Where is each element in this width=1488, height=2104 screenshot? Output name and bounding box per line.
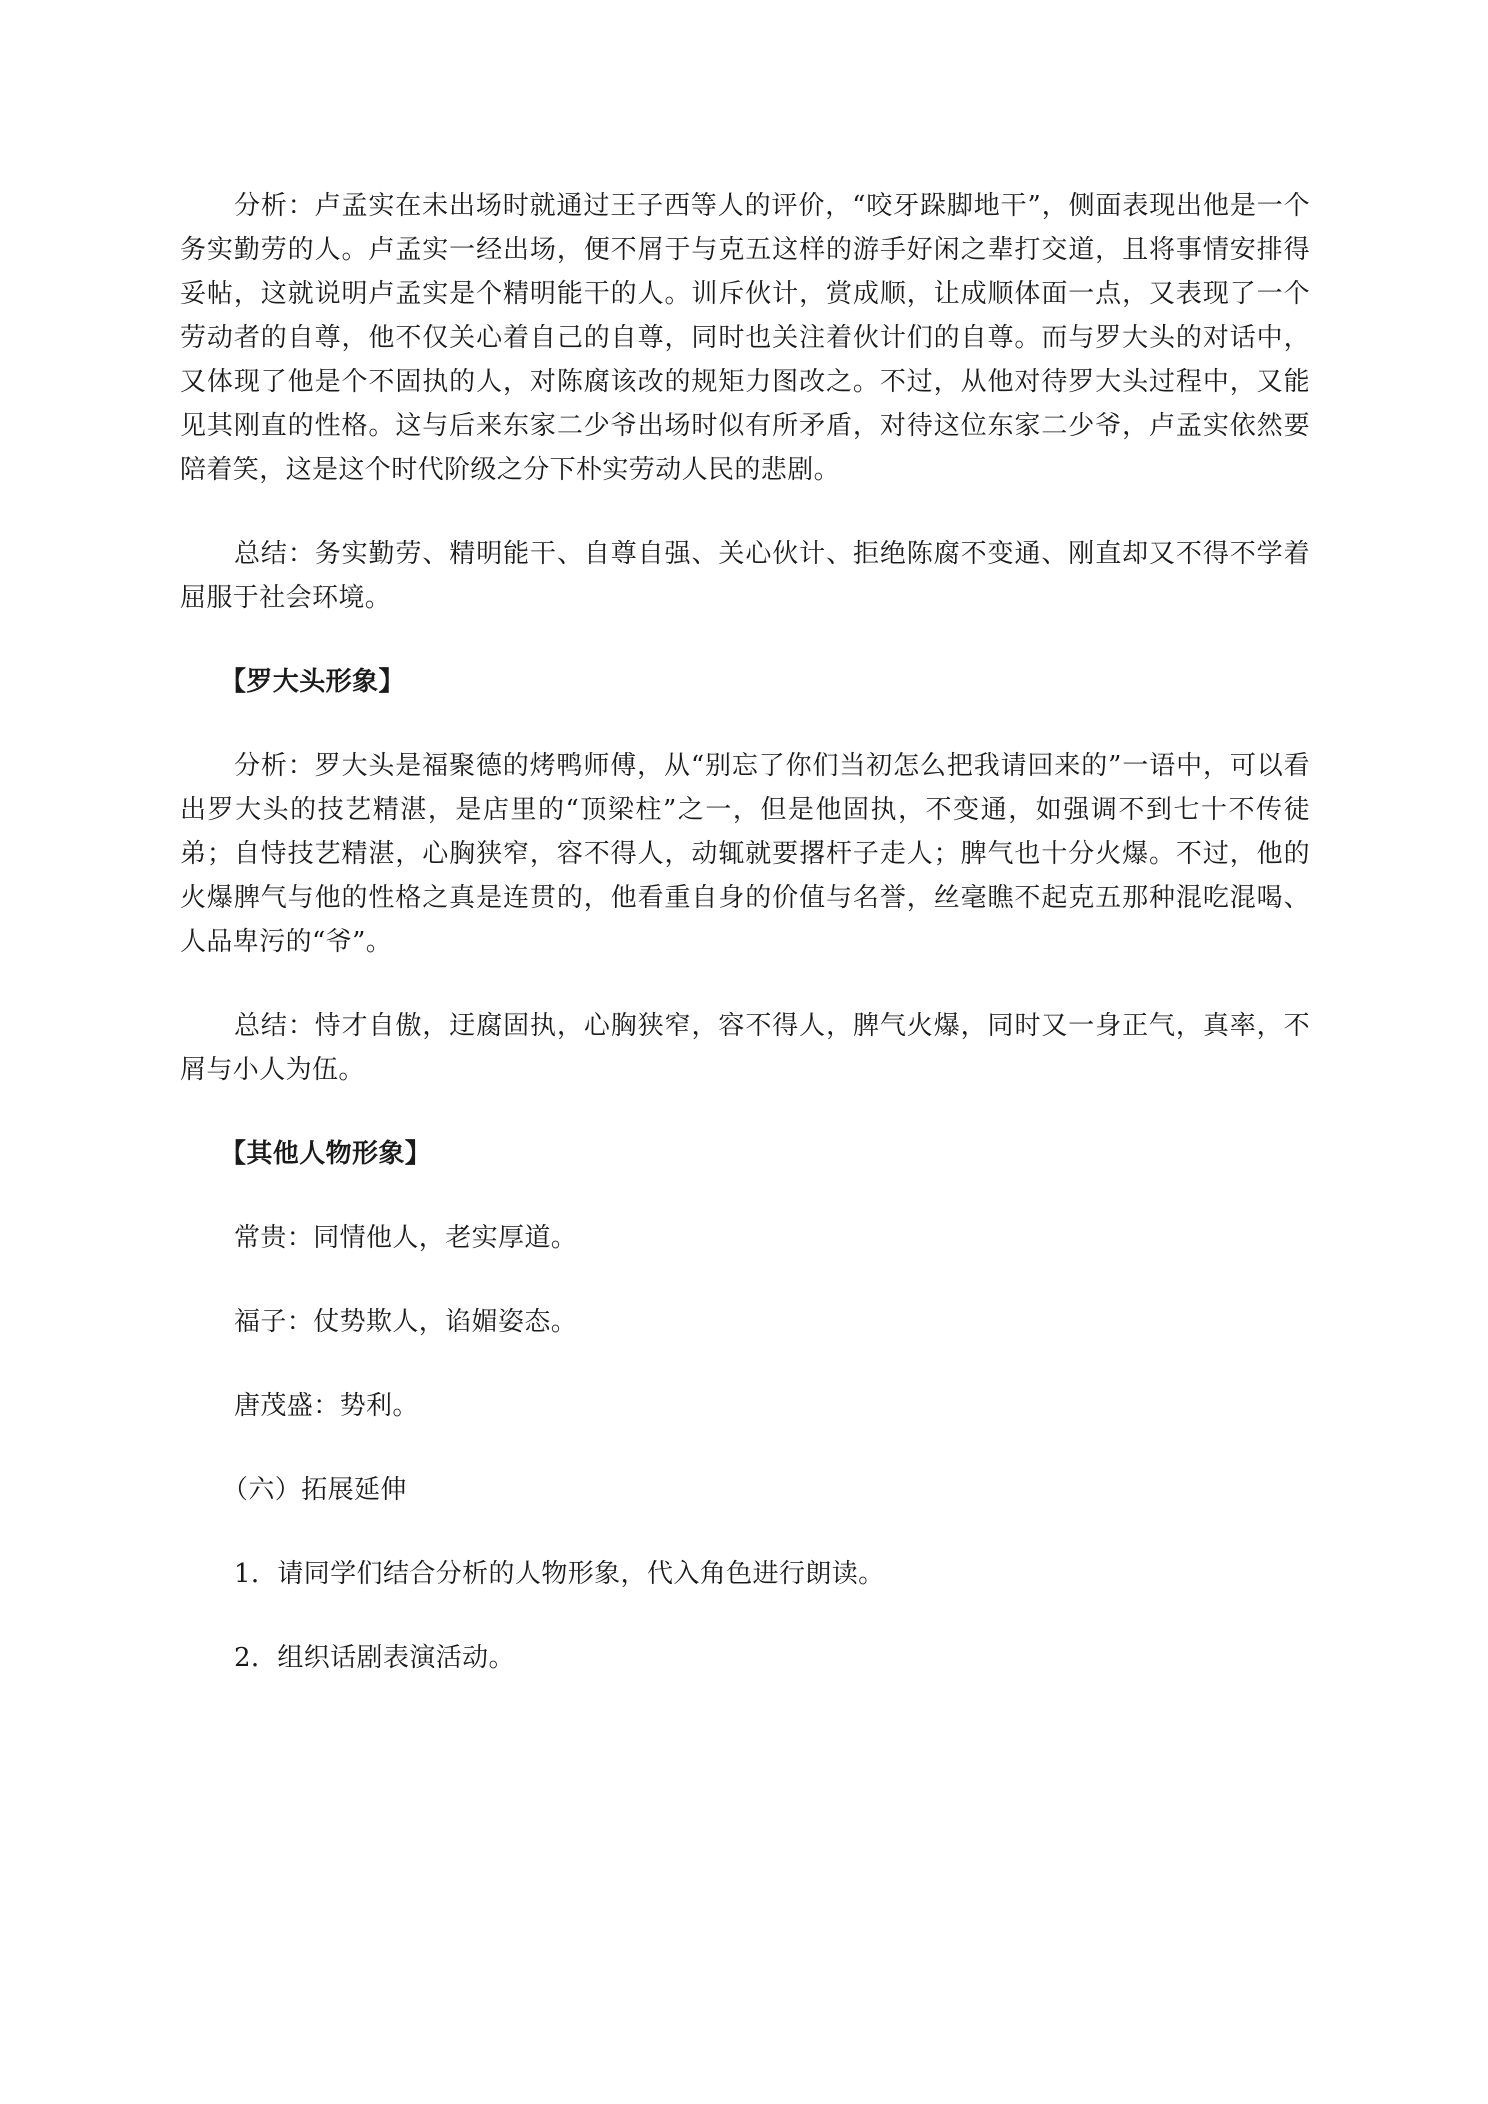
extension-item-1: 1．请同学们结合分析的人物形象，代入角色进行朗读。	[234, 1559, 885, 1589]
document-page	[180, 184, 1310, 1680]
extension-item-2: 2．组织话剧表演活动。	[234, 1643, 515, 1673]
lu-analysis-paragraph: 分析：卢孟实在未出场时就通过王子西等人的评价，“咬牙跺脚地干”，侧面表现出他是一个务实勤劳的人。卢孟实一经出场，便不屑于与克五这样的游手好闲之辈打交道，且将事情安排得妥帖，这就说明卢孟实是个精明能干的人。训斥伙计，赏成顺，让成顺体面一点，又表现了一个劳动者的自尊，他不仅关心着自己的自尊，同时也关注着伙计们的自尊。而与罗大头的对话中，又体现了他是个不固执的人，对陈腐该改的规矩力图改之。不过，从他对待罗大头过程中，又能见其刚直的性格。这与后来东家二少爷出场时似有所矛盾，对待这位东家二少爷，卢孟实依然要陪着笑，这是这个时代阶级之分下朴实劳动人民的悲剧。	[180, 191, 1310, 485]
extension-heading: （六）拓展延伸	[222, 1475, 407, 1505]
others-heading: 【其他人物形象】	[220, 1139, 432, 1169]
luo-analysis-paragraph: 分析：罗大头是福聚德的烤鸭师傅，从“别忘了你们当初怎么把我请回来的”一语中，可以看出罗大头的技艺精湛，是店里的“顶梁柱”之一，但是他固执，不变通，如强调不到七十不传徒弟；自恃技艺精湛，心胸狭窄，容不得人，动辄就要撂杆子走人；脾气也十分火爆。不过，他的火爆脾气与他的性格之真是连贯的，他看重自身的价值与名誉，丝毫瞧不起克五那种混吃混喝、人品卑污的“爷”。	[180, 751, 1310, 957]
luo-summary-paragraph: 总结：恃才自傲，迂腐固执，心胸狭窄，容不得人，脾气火爆，同时又一身正气，真率，不屑与小人为伍。	[180, 1011, 1310, 1085]
fu-zi-line: 福子：仗势欺人，谄媚姿态。	[234, 1307, 578, 1337]
chang-gui-line: 常贵：同情他人，老实厚道。	[234, 1223, 578, 1253]
tang-maosheng-line: 唐茂盛：势利。	[234, 1391, 419, 1421]
luo-heading: 【罗大头形象】	[220, 667, 405, 697]
lu-summary-paragraph: 总结：务实勤劳、精明能干、自尊自强、关心伙计、拒绝陈腐不变通、刚直却又不得不学着屈服于社会环境。	[180, 539, 1310, 613]
